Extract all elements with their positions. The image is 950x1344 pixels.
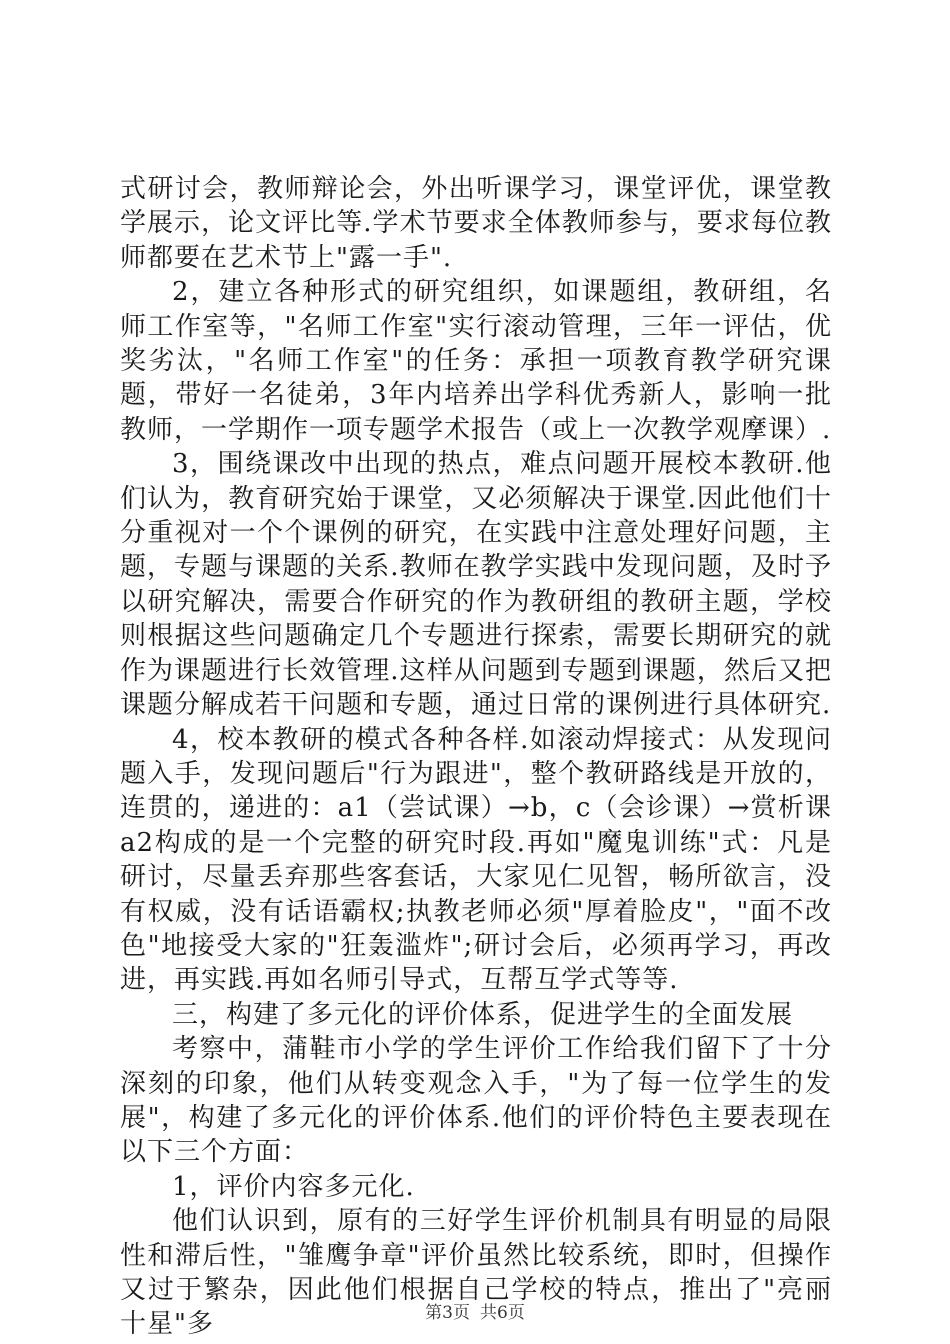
page-total: 共6页 — [480, 1303, 525, 1323]
paragraph-evaluation-detail: 他们认识到，原有的三好学生评价机制具有明显的局限性和滞后性，"雏鹰争章"评价虽然比较系统，即时，但操作又过于繁杂，因此他们根据自己学校的特点，推出了"亮丽十星"多 — [120, 1206, 832, 1340]
paragraph-evaluation-intro: 考察中，蒲鞋市小学的学生评价工作给我们留下了十分深刻的印象，他们从转变观念入手，"为了每一位学生的发展"，构建了多元化的评价体系.他们的评价特色主要表现在以下三个方面： — [120, 1034, 832, 1168]
paragraph-continued-intro: 式研讨会，教师辩论会，外出听课学习，课堂评优，课堂教学展示，论文评比等.学术节要求全体教师参与，要求每位教师都要在艺术节上"露一手". — [120, 174, 832, 273]
subheading-evaluation-content: 1，评价内容多元化. — [172, 1171, 415, 1202]
paragraph-item-4: 4，校本教研的模式各种各样.如滚动焊接式：从发现问题入手，发现问题后"行为跟进"，整个教研路线是开放的，连贯的，递进的：a1（尝试课）→b，c（会诊课）→赏析课a2构成的是一个完整的研究时段.再如"魔鬼训练"式：凡是研讨，尽量丢弃那些客套话，大家见仁见智，畅所欲言，没有权威，没有话语霸权;执教老师必须"厚着脸皮"，"面不改色"地接受大家的"狂轰滥炸";研讨会后，必须再学习，再改进，再实践.再如名师引导式，互帮互学式等等. — [120, 724, 832, 996]
document-body — [120, 172, 832, 1342]
section-heading-3: 三，构建了多元化的评价体系，促进学生的全面发展 — [172, 999, 794, 1030]
paragraph-item-3: 3，围绕课改中出现的热点，难点问题开展校本教研.他们认为，教育研究始于课堂，又必须解决于课堂.因此他们十分重视对一个个课例的研究，在实践中注意处理好问题，主题，专题与课题的关系.教师在教学实践中发现问题，及时予以研究解决，需要合作研究的作为教研组的教研主题，学校则根据这些问题确定几个专题进行探索，需要长期研究的就作为课题进行长效管理.这样从问题到专题到课题，然后又把课题分解成若干问题和专题，通过日常的课例进行具体研究. — [120, 449, 832, 721]
page-footer — [0, 1298, 950, 1323]
paragraph-item-2: 2，建立各种形式的研究组织，如课题组，教研组，名师工作室等，"名师工作室"实行滚动管理，三年一评估，优奖劣汰，"名师工作室"的任务：承担一项教育教学研究课题，带好一名徒弟，3年内培养出学科优秀新人，影响一批教师，一学期作一项专题学术报告（或上一次教学观摩课）. — [120, 277, 832, 445]
page-number: 第3页 — [425, 1303, 470, 1323]
